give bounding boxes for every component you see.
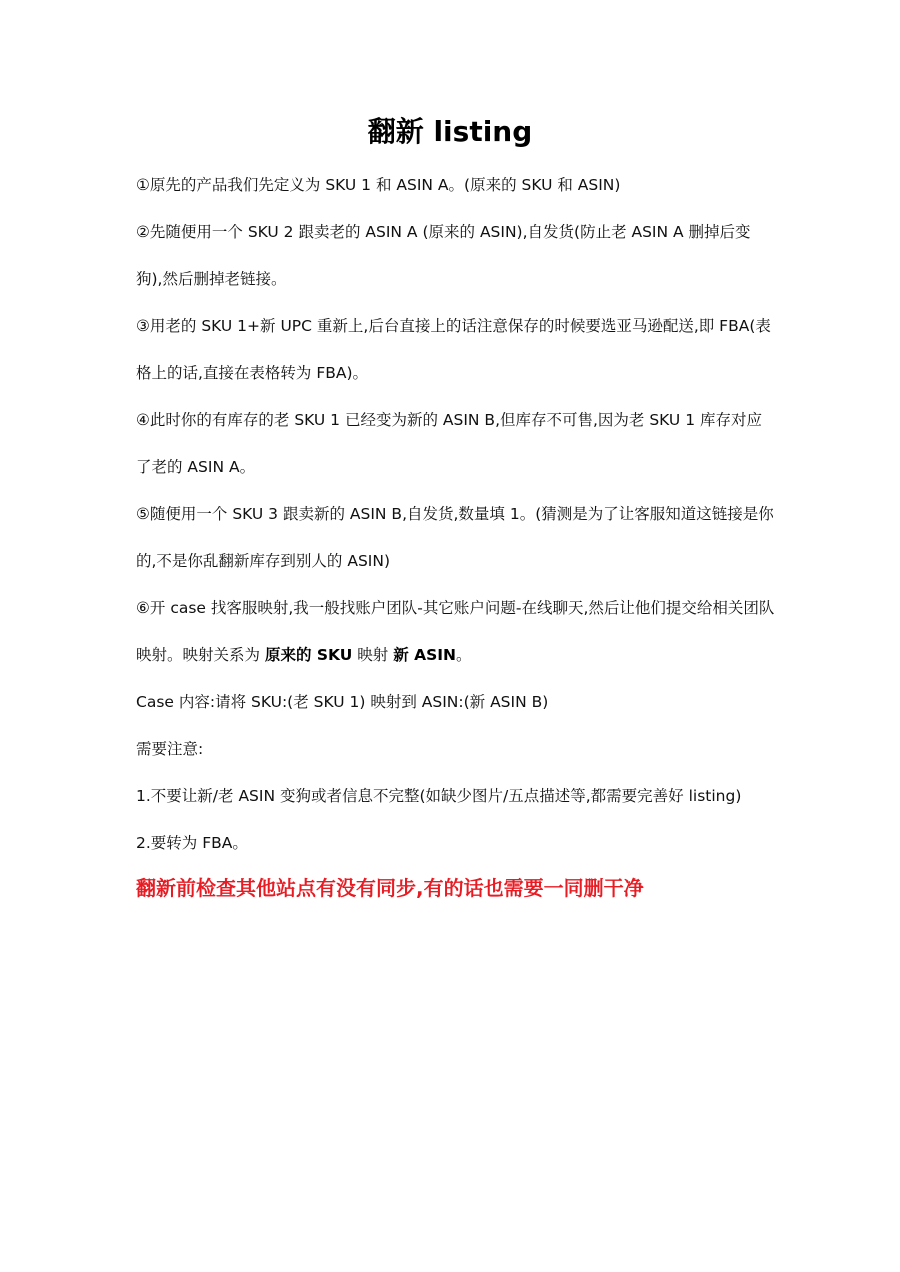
step-6-middle: 映射 xyxy=(352,646,394,664)
document-body xyxy=(136,162,776,867)
step-6 xyxy=(136,585,776,679)
step-1: ①原先的产品我们先定义为 SKU 1 和 ASIN A。(原来的 SKU 和 ASIN) xyxy=(136,176,621,194)
document-title: 翻新 listing xyxy=(367,115,533,148)
step-6-suffix: 。 xyxy=(455,646,472,664)
note-1: 1.不要让新/老 ASIN 变狗或者信息不完整(如缺少图片/五点描述等,都需要完善好 listing) xyxy=(136,787,742,805)
step-3: ③用老的 SKU 1+新 UPC 重新上,后台直接上的话注意保存的时候要选亚马逊配送,即 FBA(表格上的话,直接在表格转为 FBA)。 xyxy=(136,317,771,382)
warning-text: 翻新前检查其他站点有没有同步,有的话也需要一同删干净 xyxy=(136,876,644,900)
step-5: ⑤随便用一个 SKU 3 跟卖新的 ASIN B,自发货,数量填 1。(猜测是为了让客服知道这链接是你的,不是你乱翻新库存到别人的 ASIN) xyxy=(136,505,774,570)
step-6-strong-new-asin: 新 ASIN xyxy=(393,646,456,664)
step-4: ④此时你的有库存的老 SKU 1 已经变为新的 ASIN B,但库存不可售,因为老 SKU 1 库存对应了老的 ASIN A。 xyxy=(136,411,762,476)
step-6-strong-original-sku: 原来的 SKU xyxy=(264,646,353,664)
note-2: 2.要转为 FBA。 xyxy=(136,834,248,852)
case-content: Case 内容:请将 SKU:(老 SKU 1) 映射到 ASIN:(新 ASIN B) xyxy=(136,693,549,711)
notes-heading: 需要注意: xyxy=(136,740,204,758)
step-2: ②先随便用一个 SKU 2 跟卖老的 ASIN A (原来的 ASIN),自发货(防止老 ASIN A 删掉后变狗),然后删掉老链接。 xyxy=(136,223,751,288)
step-6-prefix: ⑥开 case 找客服映射,我一般找账户团队-其它账户问题-在线聊天,然后让他们提交给相关团队映射。映射关系为 xyxy=(136,599,775,664)
